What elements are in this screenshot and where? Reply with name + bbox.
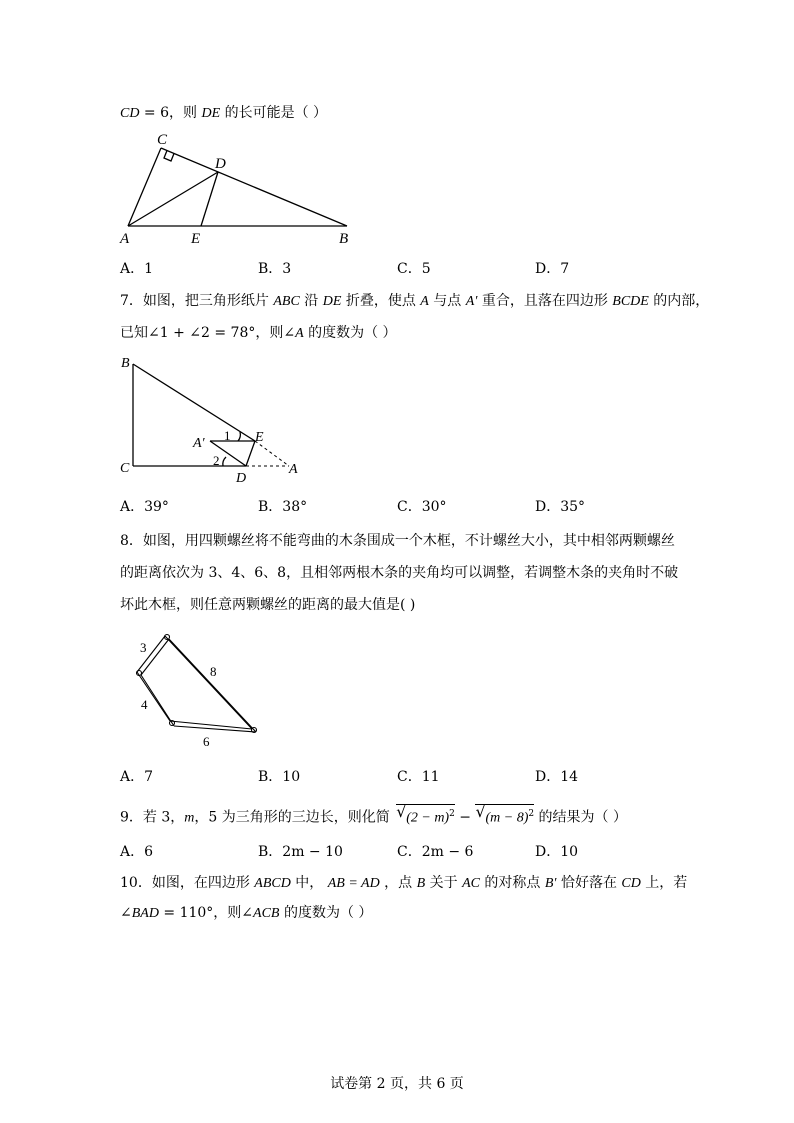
q7-figure bbox=[115, 350, 315, 485]
q6-label-e: E bbox=[191, 231, 201, 247]
q7-label-b: B bbox=[121, 356, 130, 371]
q9-option-d: D．10 bbox=[535, 844, 579, 860]
q9-option-c: C．2m − 6 bbox=[397, 844, 474, 860]
q8-label-4: 4 bbox=[141, 697, 148, 712]
q8-option-b: B．10 bbox=[258, 769, 301, 785]
q6-option-d: D．7 bbox=[535, 261, 570, 277]
q6-label-d: D bbox=[215, 156, 226, 172]
q7-stem-line2: 已知∠1 + ∠2 = 78°，则∠A 的度数为（ ） bbox=[120, 325, 397, 341]
q10-stem-line2: ∠BAD = 110°，则∠ACB 的度数为（ ） bbox=[120, 905, 373, 921]
q8-stem-line2: 的距离依次为 3、4、6、8，且相邻两根木条的夹角均可以调整，若调整木条的夹角时不破 bbox=[120, 565, 679, 581]
q8-stem-line3: 坏此木框，则任意两颗螺丝的距离的最大值是( ) bbox=[120, 597, 416, 613]
q7-label-a-prime: A′ bbox=[193, 436, 205, 451]
q8-stem-line1: 8．如图，用四颗螺丝将不能弯曲的木条围成一个木框，不计螺丝大小，其中相邻两颗螺丝 bbox=[120, 533, 675, 549]
q9-option-b: B．2m − 10 bbox=[258, 844, 343, 860]
q6-figure bbox=[115, 130, 375, 245]
q6-label-c: C bbox=[157, 132, 168, 148]
q7-option-d: D．35° bbox=[535, 499, 586, 515]
q7-label-a: A bbox=[289, 462, 298, 477]
q7-option-a: A．39° bbox=[120, 499, 169, 515]
q8-label-8: 8 bbox=[210, 664, 217, 679]
q6-label-b: B bbox=[339, 231, 349, 247]
q7-option-b: B．38° bbox=[258, 499, 308, 515]
q6-label-a: A bbox=[120, 231, 130, 247]
q8-label-6: 6 bbox=[203, 734, 210, 749]
q10-stem-line1: 10．如图，在四边形 ABCD 中， AB = AD ，点 B 关于 AC 的对称点 B′ 恰好落在 CD 上，若 bbox=[120, 875, 688, 891]
q7-label-angle2: 2 bbox=[213, 453, 220, 468]
q7-label-e: E bbox=[255, 430, 264, 445]
q9-stem: 9．若 3，m，5 为三角形的三边长，则化简 √ $(2 - m)^2$ − √ $(m - 8)^2$ 的结果为（ ） bbox=[120, 802, 627, 826]
q8-option-c: C．11 bbox=[397, 769, 440, 785]
q8-figure bbox=[130, 630, 280, 750]
q6-stem: CD = 6，则 DE 的长可能是（ ） bbox=[120, 105, 328, 121]
page-footer: 试卷第 2 页，共 6 页 bbox=[330, 1076, 464, 1092]
q7-stem-line1: 7．如图，把三角形纸片 ABC 沿 DE 折叠，使点 A 与点 A′ 重合，且落在四边形 BCDE 的内部， bbox=[120, 293, 710, 309]
q7-label-c: C bbox=[120, 461, 130, 476]
q7-option-c: C．30° bbox=[397, 499, 447, 515]
q6-option-c: C．5 bbox=[397, 261, 431, 277]
q8-option-d: D．14 bbox=[535, 769, 579, 785]
q9-option-a: A．6 bbox=[120, 844, 154, 860]
q7-label-d: D bbox=[236, 471, 247, 486]
q6-option-a: A．1 bbox=[120, 261, 154, 277]
q8-label-3: 3 bbox=[140, 640, 147, 655]
q6-option-b: B．3 bbox=[258, 261, 292, 277]
q8-option-a: A．7 bbox=[120, 769, 154, 785]
q7-label-angle1: 1 bbox=[224, 428, 231, 443]
